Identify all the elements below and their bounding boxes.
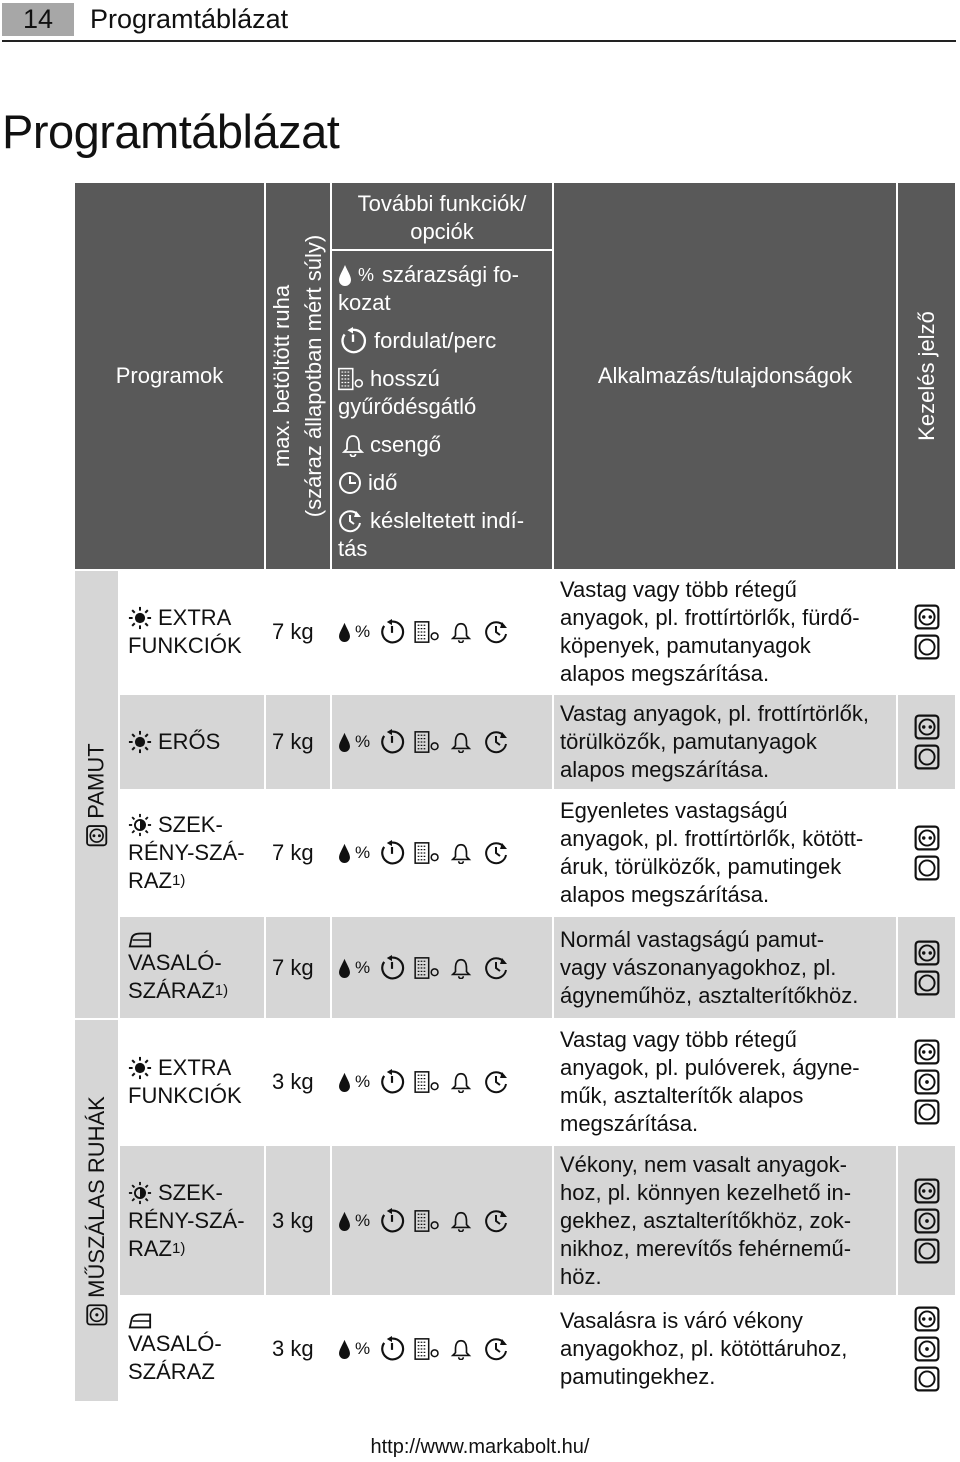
max-load-cell xyxy=(266,571,330,693)
care-symbol-cell xyxy=(898,791,955,915)
header-care-label: Kezelés jelző xyxy=(913,311,939,441)
bell-icon xyxy=(450,957,472,979)
tumble-dry-icon xyxy=(914,1178,940,1204)
usage-line: alapos megszárítása. xyxy=(560,882,770,907)
usage-line: ágyneműhöz, asztalterítőkhöz. xyxy=(560,982,859,1008)
program-name-cell xyxy=(120,791,264,915)
usage-text xyxy=(560,576,860,688)
dryness-drop-icon xyxy=(338,1339,351,1359)
usage-line: pamutingekhez. xyxy=(560,1364,716,1389)
bell-icon xyxy=(450,731,472,753)
half-sun-icon xyxy=(128,1181,152,1205)
tumble-dry-icon xyxy=(914,940,940,966)
footer-url: http://www.markabolt.hu/ xyxy=(370,1436,590,1458)
bell-icon xyxy=(450,1210,472,1232)
care-symbol-cell xyxy=(898,1020,955,1144)
spin-icon xyxy=(378,1336,406,1362)
percent-icon: % xyxy=(355,1339,371,1358)
max-load-value: 7 kg xyxy=(272,729,314,754)
tumble-dry-icon xyxy=(914,1306,940,1332)
usage-line: megszárítása. xyxy=(560,1111,699,1136)
usage-line: köpenyek, pamutanyagok xyxy=(560,633,811,658)
usage-line: törülközők, pamutanyagok xyxy=(560,729,817,754)
dryness-drop-icon xyxy=(338,1211,351,1231)
legend-delay xyxy=(338,507,546,535)
tumble-dry-icon xyxy=(914,634,940,660)
sun-icon xyxy=(128,730,152,754)
header-usage xyxy=(554,183,896,569)
usage-text xyxy=(560,1026,860,1138)
usage-line: alapos megszárítása. xyxy=(560,661,770,686)
tumble-dry-icon xyxy=(914,714,940,740)
program-name-line: RAZ xyxy=(128,868,172,893)
usage-cell xyxy=(554,791,896,915)
program-name-line: FUNKCIÓK xyxy=(128,1083,242,1108)
group-synthetics-text: MŰSZÁLAS RUHÁK xyxy=(83,1095,109,1298)
page-number: 14 xyxy=(2,3,74,36)
spin-icon xyxy=(338,327,368,355)
max-load-value: 7 kg xyxy=(272,619,314,644)
program-name-line: FUNKCIÓK xyxy=(128,633,242,658)
usage-line: hoz, pl. könnyen kezelhető in- xyxy=(560,1179,852,1205)
usage-text xyxy=(560,1307,847,1391)
header-max-load-label xyxy=(266,235,330,517)
usage-cell xyxy=(554,1146,896,1295)
sun-icon xyxy=(128,606,152,630)
usage-line: vagy vászonanyagokhoz, pl. xyxy=(560,954,837,980)
group-cotton-text: PAMUT xyxy=(83,742,109,819)
tumble-dry-icon xyxy=(914,1238,940,1264)
legend-anticrease xyxy=(338,365,546,393)
iron-icon xyxy=(128,1312,152,1330)
dryness-drop-icon xyxy=(338,843,351,863)
usage-text xyxy=(560,797,863,909)
tumble-dry-icon xyxy=(86,1303,108,1325)
options-cell xyxy=(332,1297,552,1401)
usage-line: anyagok, pl. frottírtörlők, fürdő- xyxy=(560,605,860,630)
bell-icon xyxy=(450,1338,472,1360)
header-extra-line2: opciók xyxy=(410,219,474,244)
bell-icon xyxy=(450,1071,472,1093)
usage-cell xyxy=(554,917,896,1018)
anti-crease-icon xyxy=(414,842,440,864)
max-load-cell xyxy=(266,1297,330,1401)
anti-crease-icon xyxy=(414,1338,440,1360)
tumble-dry-icon xyxy=(914,1208,940,1234)
header-extra-options xyxy=(332,183,552,249)
program-name-line: VASALÓ- xyxy=(128,949,222,975)
tumble-dry-icon xyxy=(914,1099,940,1125)
legend-dryness-label-2: kozat xyxy=(338,290,391,315)
bell-icon xyxy=(342,433,364,457)
program-name-line: EXTRA xyxy=(158,1055,232,1080)
percent-icon: % xyxy=(355,622,371,641)
program-name-cell xyxy=(120,571,264,693)
legend-buzzer-label: csengő xyxy=(370,432,441,457)
program-name-line: VASALÓ- xyxy=(128,1331,222,1356)
usage-cell xyxy=(554,1020,896,1144)
spin-icon xyxy=(378,1069,406,1095)
percent-icon: % xyxy=(355,957,371,977)
usage-text xyxy=(560,700,869,784)
usage-line: áruk, törülközők, pamutingek xyxy=(560,854,842,879)
program-name-cell xyxy=(120,1020,264,1144)
usage-line: anyagok, pl. frottírtörlők, kötött- xyxy=(560,826,864,851)
usage-line: Egyenletes vastagságú xyxy=(560,798,788,823)
header-extra-line1: További funkciók/ xyxy=(357,191,527,216)
spin-icon xyxy=(378,729,406,755)
tumble-dry-icon xyxy=(914,604,940,630)
dryness-drop-icon xyxy=(338,1072,351,1092)
care-symbol-cell xyxy=(898,571,955,693)
max-load-cell xyxy=(266,791,330,915)
max-load-value: 7 kg xyxy=(272,840,314,865)
usage-line: nikhoz, merevítős fehérnemű- xyxy=(560,1235,852,1261)
legend-rpm xyxy=(338,327,546,355)
care-symbol-cell xyxy=(898,1146,955,1295)
header-max-load xyxy=(266,183,330,569)
program-name-line: SZEK- xyxy=(158,812,223,837)
usage-line: gekhez, asztalterítőkhöz, zok- xyxy=(560,1207,852,1233)
program-name-line: SZÁRAZ xyxy=(128,1359,215,1384)
page-header xyxy=(0,0,960,44)
group-cotton-label xyxy=(83,743,111,846)
program-name-line: RÉNY-SZÁ- xyxy=(128,1207,245,1233)
delay-start-icon xyxy=(484,1209,510,1233)
spin-icon xyxy=(378,840,406,866)
half-sun-icon xyxy=(128,813,152,837)
tumble-dry-icon xyxy=(914,1366,940,1392)
tumble-dry-icon xyxy=(86,824,108,846)
anti-crease-icon xyxy=(338,367,364,391)
footnote-mark: 1) xyxy=(172,872,186,889)
anti-crease-icon xyxy=(414,957,440,979)
group-synthetics-label xyxy=(83,1096,111,1326)
program-name-cell xyxy=(120,695,264,789)
bell-icon xyxy=(450,621,472,643)
usage-line: höz. xyxy=(560,1263,602,1289)
program-name-line: RÉNY-SZÁ- xyxy=(128,840,245,865)
header-programs-label: Programok xyxy=(115,363,224,388)
legend-anticrease-label: hosszú xyxy=(370,366,440,391)
spin-icon xyxy=(378,1208,406,1234)
max-load-cell xyxy=(266,917,330,1018)
program-name-cell xyxy=(120,917,264,1018)
options-cell xyxy=(332,1020,552,1144)
anti-crease-icon xyxy=(414,731,440,753)
header-usage-label: Alkalmazás/tulajdonságok xyxy=(597,363,853,388)
usage-line: alapos megszárítása. xyxy=(560,757,770,782)
max-load-cell xyxy=(266,1020,330,1144)
delay-start-icon xyxy=(484,956,510,980)
usage-line: Vastag vagy több rétegű xyxy=(560,1027,797,1052)
legend-rpm-label: fordulat/perc xyxy=(374,328,497,353)
percent-icon: % xyxy=(355,1072,371,1091)
usage-line: anyagokhoz, pl. kötöttáruhoz, xyxy=(560,1336,848,1361)
usage-cell xyxy=(554,1297,896,1401)
legend-dryness-label: szárazsági fo- xyxy=(382,262,519,287)
care-symbol-cell xyxy=(898,917,955,1018)
legend-buzzer xyxy=(338,431,546,459)
anti-crease-icon xyxy=(414,1071,440,1093)
delay-start-icon xyxy=(484,841,510,865)
legend-time xyxy=(338,469,546,497)
program-name-line: EXTRA xyxy=(158,605,232,630)
legend-dryness xyxy=(338,261,546,289)
usage-line: Vastag vagy több rétegű xyxy=(560,577,797,602)
usage-text xyxy=(560,1151,851,1291)
usage-line: Vasalásra is váró vékony xyxy=(560,1308,803,1333)
legend-anticrease-label-2: gyűrődésgátló xyxy=(338,394,477,419)
usage-cell xyxy=(554,695,896,789)
max-load-value: 3 kg xyxy=(272,1336,314,1361)
options-cell xyxy=(332,695,552,789)
care-symbol-cell xyxy=(898,1297,955,1401)
tumble-dry-icon xyxy=(914,970,940,996)
usage-line: Vastag anyagok, pl. frottírtörlők, xyxy=(560,701,869,726)
tumble-dry-icon xyxy=(914,855,940,881)
usage-line: műk, asztalterítők alapos xyxy=(560,1083,804,1108)
sun-icon xyxy=(128,1056,152,1080)
max-load-cell xyxy=(266,1146,330,1295)
delay-start-icon xyxy=(484,730,510,754)
usage-line: Normál vastagságú pamut- xyxy=(560,926,825,952)
program-name-line: SZÁRAZ xyxy=(128,977,215,1003)
header-programs xyxy=(75,183,264,569)
percent-icon: % xyxy=(355,1210,371,1230)
options-cell xyxy=(332,791,552,915)
max-load-value: 3 kg xyxy=(272,1207,314,1233)
header-max-load-line2: (száraz állapotban mért súly) xyxy=(301,234,327,518)
spin-icon xyxy=(378,955,406,981)
delay-start-icon xyxy=(484,1337,510,1361)
group-cotton xyxy=(75,571,118,1018)
program-name-line: ERŐS xyxy=(158,729,221,754)
section-title: Programtáblázat xyxy=(90,4,289,34)
usage-line: anyagok, pl. pulóverek, ágyne- xyxy=(560,1055,860,1080)
anti-crease-icon xyxy=(414,621,440,643)
legend-delay-label: késleltetett indí- xyxy=(370,508,525,533)
header-divider xyxy=(2,40,956,42)
bell-icon xyxy=(450,842,472,864)
options-cell xyxy=(332,1146,552,1295)
delay-start-icon xyxy=(338,509,364,533)
tumble-dry-icon xyxy=(914,825,940,851)
usage-cell xyxy=(554,571,896,693)
percent-icon: % xyxy=(355,732,371,751)
spin-icon xyxy=(378,619,406,645)
legend-delay-label-2: tás xyxy=(338,536,368,561)
usage-line: Vékony, nem vasalt anyagok- xyxy=(560,1151,847,1177)
options-cell xyxy=(332,571,552,693)
program-name-cell xyxy=(120,1297,264,1401)
clock-icon xyxy=(338,471,362,495)
delay-start-icon xyxy=(484,620,510,644)
program-name-line: RAZ xyxy=(128,1235,172,1261)
iron-icon xyxy=(128,931,152,949)
max-load-value: 7 kg xyxy=(272,954,314,980)
max-load-cell xyxy=(266,695,330,789)
tumble-dry-icon xyxy=(914,1039,940,1065)
delay-start-icon xyxy=(484,1070,510,1094)
options-legend xyxy=(332,251,552,569)
percent-icon: % xyxy=(355,843,371,862)
header-max-load-line1: max. betöltött ruha xyxy=(269,284,295,468)
program-name-line: SZEK- xyxy=(158,1179,223,1205)
dryness-drop-icon xyxy=(338,622,351,642)
footnote-mark: 1) xyxy=(172,1239,186,1257)
max-load-value: 3 kg xyxy=(272,1069,314,1094)
group-synthetics xyxy=(75,1020,118,1401)
care-symbol-cell xyxy=(898,695,955,789)
options-cell xyxy=(332,917,552,1018)
page-title: Programtáblázat xyxy=(2,105,340,158)
anti-crease-icon xyxy=(414,1210,440,1232)
footnote-mark: 1) xyxy=(214,981,229,999)
dryness-drop-icon xyxy=(338,958,351,978)
dryness-drop-icon xyxy=(338,732,351,752)
tumble-dry-icon xyxy=(914,1069,940,1095)
header-care xyxy=(898,183,955,569)
tumble-dry-icon xyxy=(914,1336,940,1362)
legend-time-label: idő xyxy=(368,470,398,495)
dryness-drop-icon xyxy=(338,264,352,286)
tumble-dry-icon xyxy=(914,744,940,770)
program-name-cell xyxy=(120,1146,264,1295)
percent-icon: % xyxy=(358,265,375,285)
usage-text xyxy=(560,926,858,1010)
